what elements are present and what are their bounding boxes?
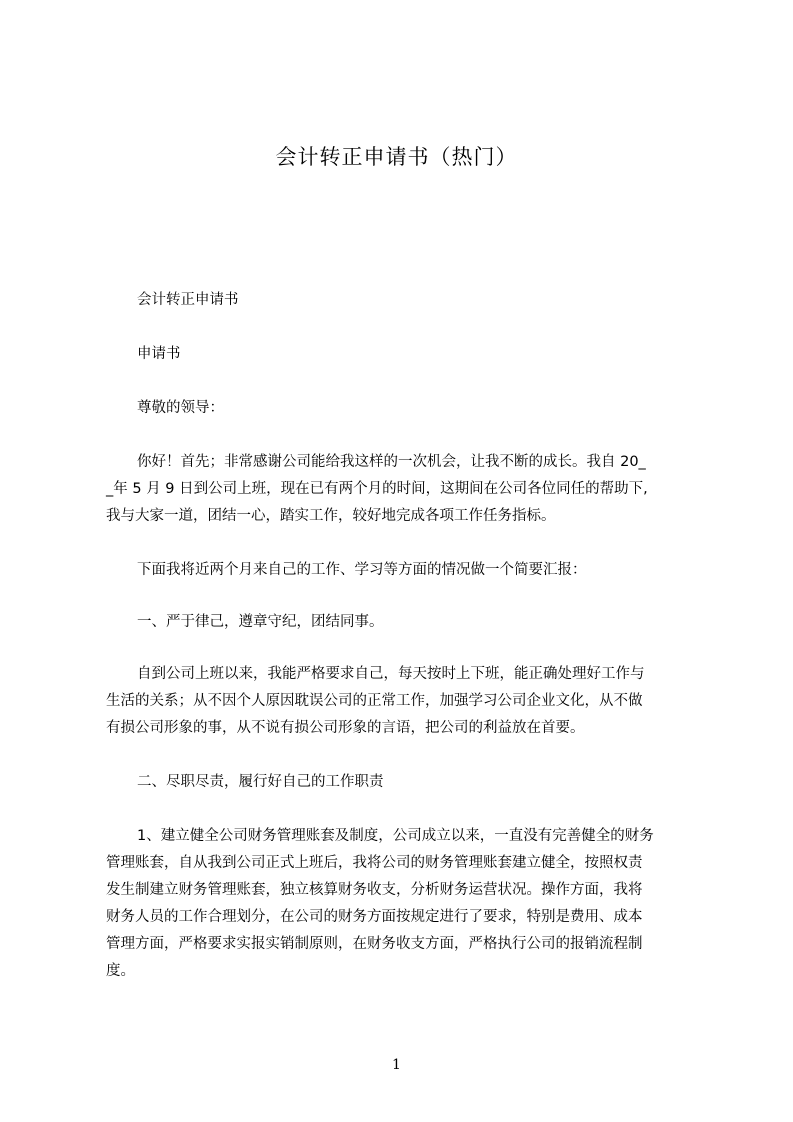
- section-heading: 二、尽职尽责，履行好自己的工作职责: [137, 774, 384, 790]
- paragraph-line: 度。: [106, 963, 135, 979]
- section-heading: 一、严于律己，遵章守纪，团结同事。: [137, 614, 384, 630]
- paragraph-line: 会计转正申请书: [137, 292, 239, 308]
- paragraph-line: 发生制建立财务管理账套，独立核算财务收支，分析财务运营状况。操作方面，我将: [106, 882, 643, 898]
- paragraph-line: 生活的关系；从不因个人原因耽误公司的正常工作，加强学习公司企业文化，从不做: [106, 693, 643, 709]
- paragraph-line: 财务人员的工作合理划分，在公司的财务方面按规定进行了要求，特别是费用、成本: [106, 909, 643, 925]
- paragraph-line: 自到公司上班以来，我能严格要求自己，每天按时上下班，能正确处理好工作与: [137, 666, 645, 682]
- paragraph-line: _年 5 月 9 日到公司上班，现在已有两个月的时间，这期间在公司各位同任的帮助下,: [106, 481, 648, 497]
- paragraph-line: 下面我将近两个月来自己的工作、学习等方面的情况做一个简要汇报：: [137, 562, 587, 578]
- paragraph-line: 管理方面，严格要求实报实销制原则，在财务收支方面，严格执行公司的报销流程制: [106, 936, 643, 952]
- paragraph-line: 有损公司形象的事，从不说有损公司形象的言语，把公司的利益放在首要。: [106, 720, 585, 736]
- page-number: 1: [392, 1057, 401, 1073]
- paragraph-line: 1、建立健全公司财务管理账套及制度，公司成立以来，一直没有完善健全的财务: [137, 828, 654, 844]
- salutation: 尊敬的领导：: [137, 400, 224, 416]
- paragraph-line: 你好！首先；非常感谢公司能给我这样的一次机会，让我不断的成长。我自 20_: [137, 454, 646, 470]
- paragraph-line: 申请书: [137, 346, 181, 362]
- paragraph-line: 管理账套，自从我到公司正式上班后，我将公司的财务管理账套建立健全，按照权责: [106, 855, 643, 871]
- document-title: 会计转正申请书（热门）: [275, 145, 518, 169]
- paragraph-line: 我与大家一道，团结一心，踏实工作，较好地完成各项工作任务指标。: [106, 508, 556, 524]
